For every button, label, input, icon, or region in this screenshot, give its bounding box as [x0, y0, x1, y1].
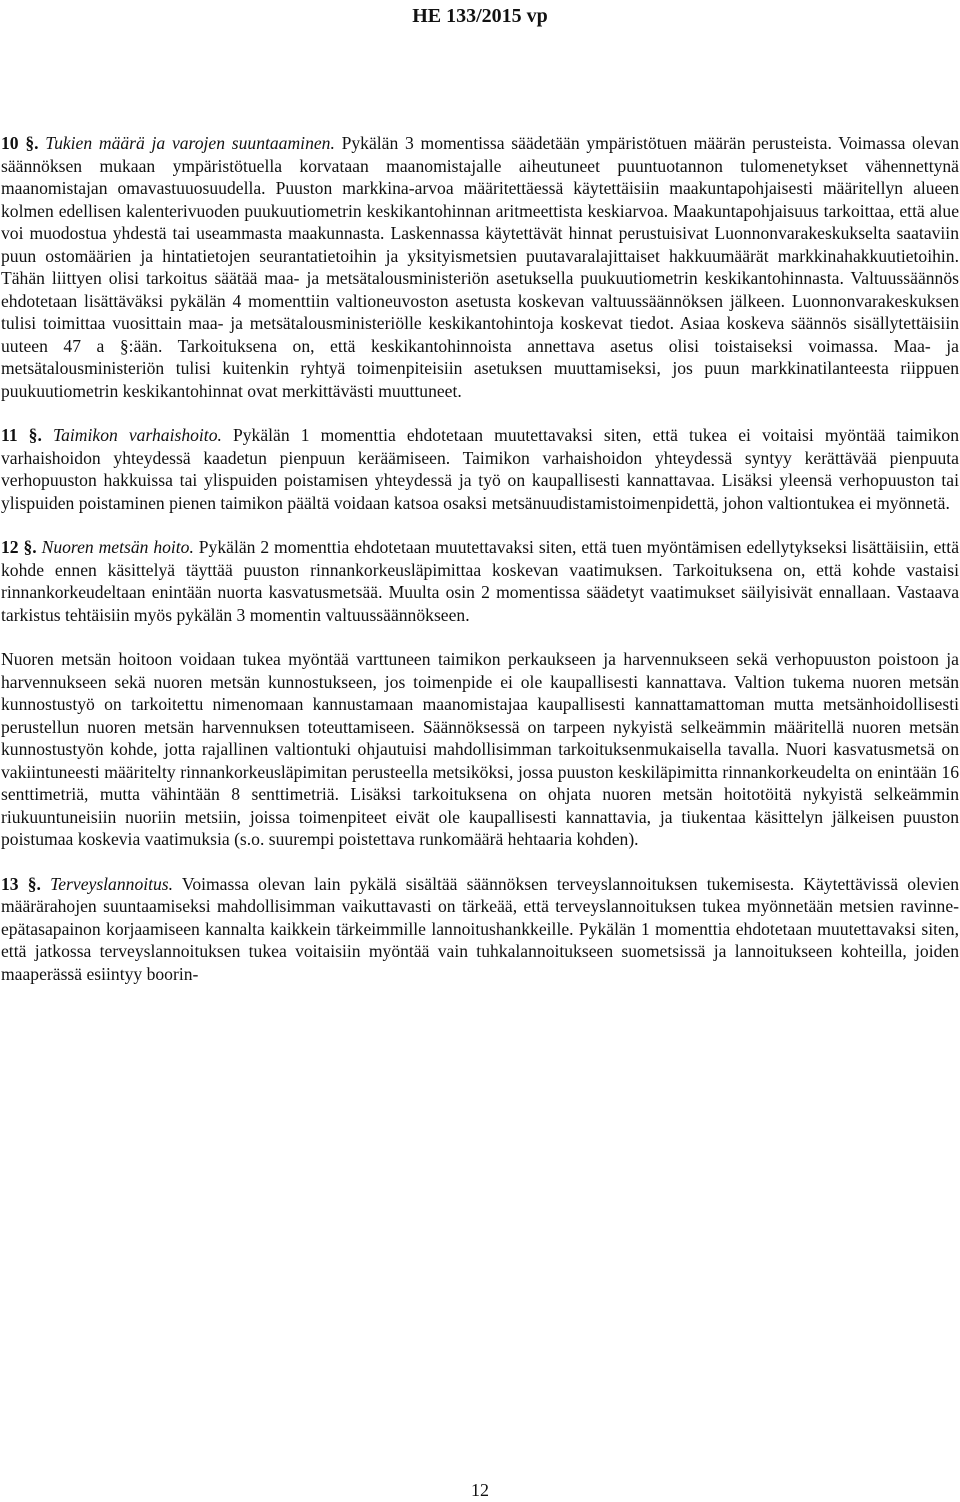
- section-10-number: 10 §.: [1, 133, 39, 153]
- section-13-paragraph: [1, 873, 959, 986]
- section-12-title: Nuoren metsän hoito.: [41, 537, 194, 557]
- section-10-title: Tukien määrä ja varojen suuntaaminen.: [45, 133, 335, 153]
- section-13-title: Terveyslannoitus.: [50, 873, 174, 894]
- section-10-paragraph: [1, 132, 959, 402]
- section-12-text-2: Nuoren metsän hoitoon voidaan tukea myöntää varttuneen taimikon perkaukseen ja harvennukseen sekä verhopuuston poistoon ja harvennukseen sekä nuoren metsän kunnostukseen, jos toimenpide ei ole kaupallisesti kannattava. Valtion tukema nuoren metsän kunnostustyö on tarkoitettu nimenomaan kannustamaan maanomistajaa kaupallisesti kannattamattoman mutta metsänhoidollisesti perustellun nuoren metsän harvennuksen toteuttamiseen. Säännöksessä on tarpeen nykyistä selkeämmin määritellä nuoren metsän kunnostustyön kohde, jotta rajallinen valtiontuki ohjautuisi mahdollisimman tarkoituksenmukaisella tavalla. Nuori kasvatusmetsä on vakiintuneesti määritelty rinnankorkeusläpimitan perusteella metsiköksi, jossa puuston keskiläpimitta rinnankorkeudelta on enintään 16 senttimetriä, mutta vähintään 8 senttimetriä. Lisäksi tarkoituksena on ohjata nuoren metsän hoitotöitä nykyistä selkeämmin riukuuntuneisiin nuoriin metsiin, joissa toimenpiteet eivät ole kaupallisesti kannattavia, ja tiukentaa käsittelyn jälkeisen puuston poistumaa koskevia vaatimuksia (s.o. suurempi poistettava runkomäärä hehtaaria kohden).: [1, 649, 959, 849]
- section-12-text: Pykälän 2 momenttia ehdotetaan muutettavaksi siten, että tuen myöntämisen edellytykseksi lisättäisiin, että kohde ennen käsittelyä täyttää puuston rinnankorkeusläpimittaa koskevan vaatimuksen. Tarkoituksena on, että kohde vastaisi rinnankorkeudeltaan enintään nuorta kasvatusmetsää. Muulta osin 2 momentissa säädetyt vaatimukset säilyisivät ennallaan. Vastaava tarkistus tehtäisiin myös pykälän 3 momentin valtuussäännökseen.: [1, 537, 960, 625]
- page-number: 12: [471, 1480, 489, 1500]
- section-10-text: Pykälän 3 momentissa säädetään ympäristötuen määrän perusteista. Voimassa olevan säännöksen mukaan ympäristötuella korvataan maanomistajalle aiheutuneet puuntuotannon tulomenetykset vähennettynä maanomistajan omavastuuosuudella. Puuston markkina-arvoa määritettäessä käytettäisiin maakuntapohjaisesti määritellyn alueen kolmen edellisen kalenterivuoden puukuutiometrin keskikantohinnan aritmeettista keskiarvoa. Maakuntapohjaisuus tarkoittaa, että alue voi muodostua yhdestä tai useammasta maakunnasta. Laskennassa käytettävät hinnat perustuisivat Luonnonvarakeskukselta saataviin puun ostomäärien ja hintatietojen seurantatietoihin ja yksityismetsien puutavaralajittaiset hakkuumäärät markkinahakkuutietoihin. Tähän liittyen olisi tarkoitus säätää maa- ja metsätalousministeriön asetuksella puukuutiometrin keskikantohinnasta. Valtuussäännös ehdotetaan lisättäväksi pykälän 4 momenttiin valtioneuvoston asetusta koskevan valtuussäännöksen jälkeen. Luonnonvarakeskuksen tulisi toimittaa vuosittain maa- ja metsätalousministeriölle keskikantohintoja koskevat tiedot. Asiaa koskeva säännös sisällytettäisiin uuteen 47 a §:ään. Tarkoituksena on, että keskikantohinnoista annettava asetus olisi toistaiseksi voimassa. Maa- ja metsätalousministeriön tulisi kuitenkin ryhtyä toimenpiteisiin asetuksen muuttamiseksi, jos puun markkinatilanteesta riippuen puukuutiometrin keskikantohinnat ovat merkittävästi muuttuneet.: [1, 133, 960, 401]
- document-header: HE 133/2015 vp: [412, 5, 548, 27]
- section-11-text: Pykälän 1 momenttia ehdotetaan muutettavaksi siten, että tukea ei voitaisi myöntää taimikon varhaishoidon yhteydessä kaadetun pienpuun keräämiseen. Taimikon varhaishoidon yhteydessä syntyy kerättävää pienpuuta verhopuuston hakkuissa tai ylispuiden poistamisen yhteydessä ja työ on kaupallisesti kannattavaa. Lisäksi yleensä verhopuuston tai ylispuiden poistaminen pienen taimikon päältä voidaan katsoa osaksi metsänuudistamistoimenpidettä, johon valtiontukea ei myönnetä.: [1, 425, 960, 513]
- document-body: [1, 132, 959, 985]
- section-13-number: 13 §.: [1, 873, 41, 894]
- section-12-paragraph: [1, 536, 959, 626]
- section-12-paragraph-2: [1, 648, 959, 851]
- section-13-text: Voimassa olevan lain pykälä sisältää säännöksen terveyslannoituksen tukemisesta. Käytettävissä olevien määrärahojen suuntaamiseksi mahdollisimman vaikuttavasti on tärkeää, että terveyslannoituksen tukea myönnetään metsien ravinne-epätasapainon korjaamiseen kannalta kaikkein tärkeimmille lannoitushankkeille. Pykälän 1 momenttia ehdotetaan muutettavaksi siten, että jatkossa terveyslannoituksen tukea voitaisiin myöntää vain tuhkalannoitukseen suometsissä ja lannoitukseen kohteilla, joiden maaperässä esiintyy boorin-: [1, 873, 959, 984]
- section-12-number: 12 §.: [1, 537, 37, 557]
- section-11-paragraph: [1, 424, 959, 514]
- section-11-title: Taimikon varhaishoito.: [52, 425, 222, 445]
- section-11-number: 11 §.: [1, 425, 42, 445]
